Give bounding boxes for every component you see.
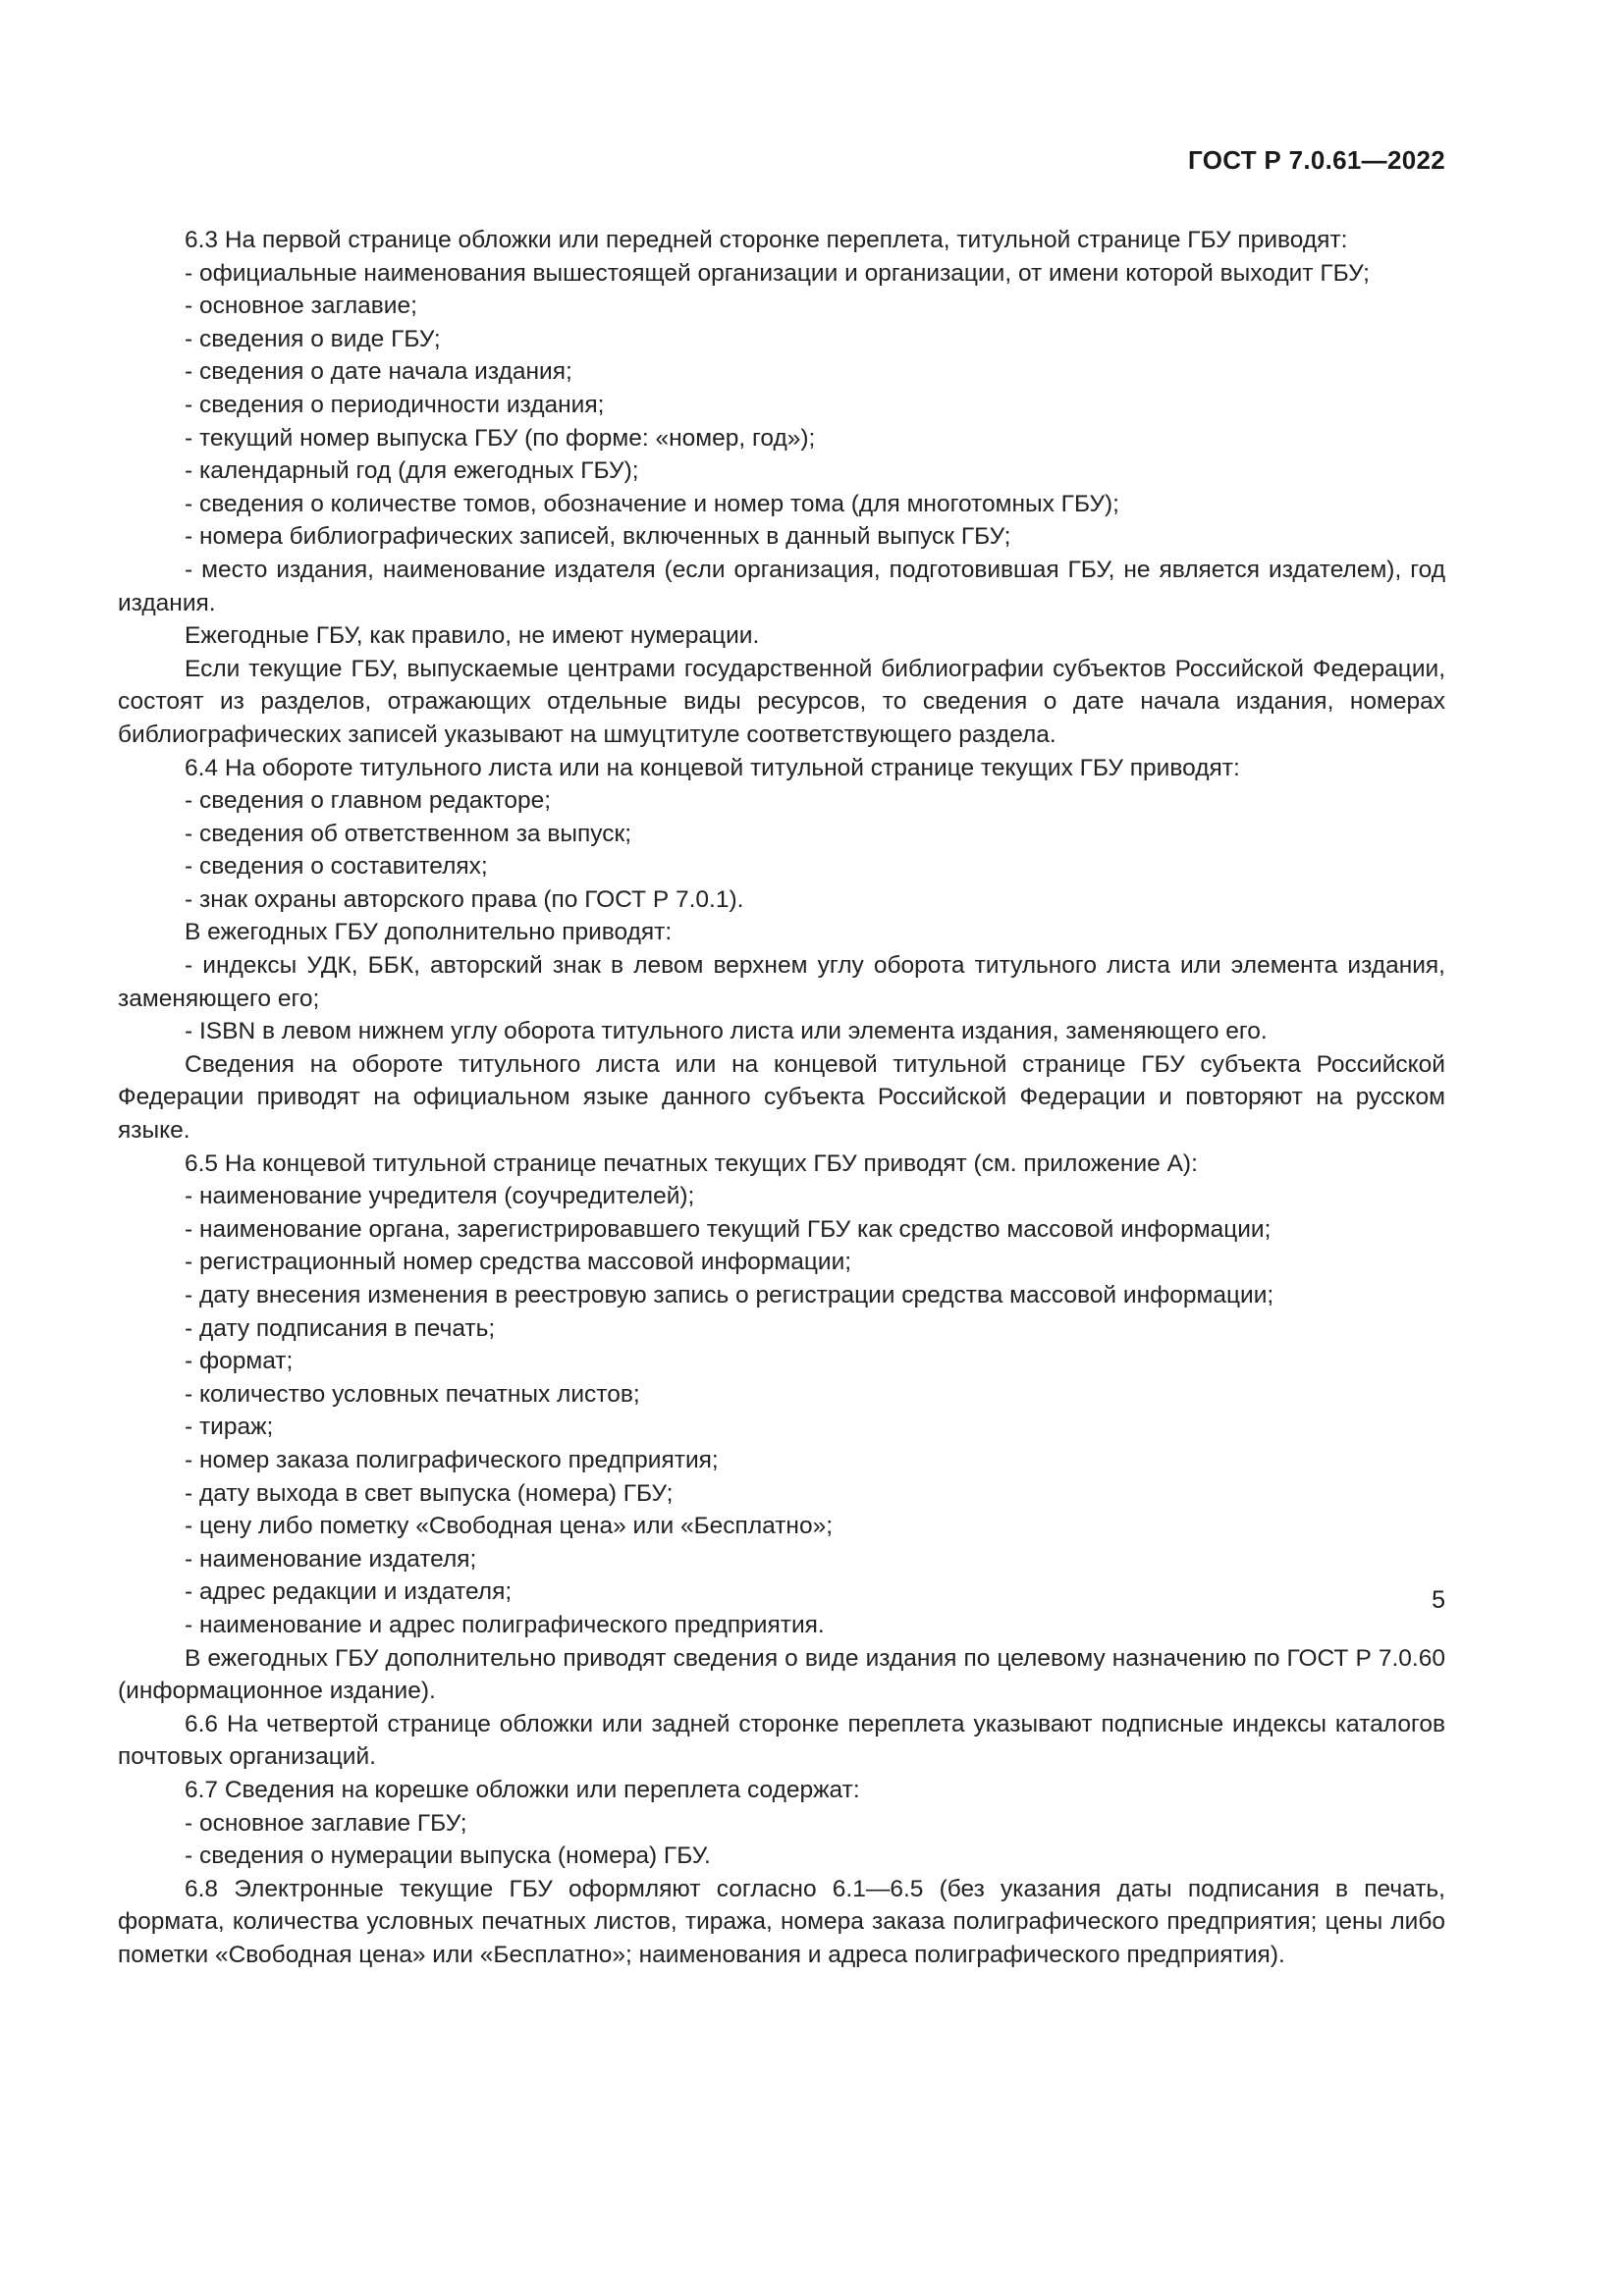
paragraph: В ежегодных ГБУ дополнительно приводят сведения о виде издания по целевому назначению по ГОСТ Р 7.0.60 (информационное издание). bbox=[118, 1644, 1445, 1705]
list-item: - ISBN в левом нижнем углу оборота титульного листа или элемента издания, заменяющего его. bbox=[185, 1018, 1268, 1045]
list-item: - индексы УДК, ББК, авторский знак в левом верхнем углу оборота титульного листа или элемента издания, заменяющего его; bbox=[118, 952, 1445, 1012]
list-item: - наименование издателя; bbox=[185, 1545, 477, 1573]
list-item: - номер заказа полиграфического предприятия; bbox=[185, 1446, 719, 1473]
list-item: - сведения о нумерации выпуска (номера) ГБУ. bbox=[185, 1842, 711, 1870]
list-item: - сведения о дате начала издания; bbox=[185, 358, 572, 386]
paragraph: 6.5 На концевой титульной странице печатных текущих ГБУ приводят (см. приложение А): bbox=[185, 1149, 1198, 1177]
list-item: - наименование учредителя (соучредителей); bbox=[185, 1183, 695, 1210]
document-header-standard-number: ГОСТ Р 7.0.61—2022 bbox=[1188, 145, 1445, 175]
list-item: - сведения о главном редакторе; bbox=[185, 787, 552, 815]
list-item: - наименование органа, зарегистрировавшего текущий ГБУ как средство массовой информации; bbox=[185, 1215, 1272, 1243]
list-item: - цену либо пометку «Свободная цена» или «Бесплатно»; bbox=[185, 1513, 834, 1540]
list-item: - тираж; bbox=[185, 1414, 274, 1441]
list-item: - сведения о составителях; bbox=[185, 853, 488, 881]
list-item: - формат; bbox=[185, 1348, 294, 1375]
paragraph: Сведения на обороте титульного листа или на концевой титульной странице ГБУ субъекта Российской Федерации приводят на официальном языке данного субъекта Российской Федерации и повторяют на русском языке. bbox=[118, 1050, 1445, 1145]
list-item: - знак охраны авторского права (по ГОСТ Р 7.0.1). bbox=[185, 885, 744, 913]
paragraph: 6.3 На первой странице обложки или передней сторонке переплета, титульной странице ГБУ приводят: bbox=[185, 227, 1348, 253]
list-item: - количество условных печатных листов; bbox=[185, 1380, 640, 1408]
list-item: - календарный год (для ежегодных ГБУ); bbox=[185, 457, 639, 485]
document-body bbox=[118, 224, 1445, 1971]
list-item: - основное заглавие ГБУ; bbox=[185, 1809, 467, 1837]
list-item: - текущий номер выпуска ГБУ (по форме: «номер, год»); bbox=[185, 424, 816, 452]
list-item: - адрес редакции и издателя; bbox=[185, 1578, 513, 1606]
list-item: - место издания, наименование издателя (если организация, подготовившая ГБУ, не является издателем), год издания. bbox=[118, 556, 1445, 616]
list-item: - сведения о количестве томов, обозначение и номер тома (для многотомных ГБУ); bbox=[185, 490, 1119, 517]
paragraph: 6.7 Сведения на корешке обложки или переплета содержат: bbox=[185, 1776, 860, 1803]
paragraph: 6.6 На четвертой странице обложки или задней сторонке переплета указывают подписные индексы каталогов почтовых организаций. bbox=[118, 1710, 1445, 1771]
paragraph: Если текущие ГБУ, выпускаемые центрами государственной библиографии субъектов Российской Федерации, состоят из разделов, отражающих отдельные виды ресурсов, то сведения о дате начала издания, номерах библиографических записей указывают на шмуцтитуле соответствующего раздела. bbox=[118, 655, 1445, 748]
list-item: - сведения об ответственном за выпуск; bbox=[185, 820, 632, 847]
paragraph: 6.4 На обороте титульного листа или на концевой титульной странице текущих ГБУ приводят: bbox=[185, 754, 1240, 781]
list-item: - регистрационный номер средства массовой информации; bbox=[185, 1249, 852, 1276]
paragraph: В ежегодных ГБУ дополнительно приводят: bbox=[185, 919, 673, 946]
paragraph: Ежегодные ГБУ, как правило, не имеют нумерации. bbox=[185, 622, 760, 650]
list-item: - сведения о виде ГБУ; bbox=[185, 325, 441, 352]
paragraph: 6.8 Электронные текущие ГБУ оформляют согласно 6.1—6.5 (без указания даты подписания в печать, формата, количества условных печатных листов, тиража, номера заказа полиграфического предприятия; цены либо пометки «Свободная цена» или «Бесплатно»; наименования и адреса полиграфического предприятия). bbox=[118, 1875, 1445, 1968]
list-item: - дату подписания в печать; bbox=[185, 1314, 496, 1342]
list-item: - официальные наименования вышестоящей организации и организации, от имени которой выходит ГБУ; bbox=[185, 259, 1370, 287]
list-item: - дату внесения изменения в реестровую запись о регистрации средства массовой информации; bbox=[185, 1282, 1274, 1308]
list-item: - наименование и адрес полиграфического предприятия. bbox=[185, 1611, 825, 1638]
list-item: - основное заглавие; bbox=[185, 293, 417, 320]
list-item: - сведения о периодичности издания; bbox=[185, 391, 605, 418]
list-item: - дату выхода в свет выпуска (номера) ГБУ; bbox=[185, 1479, 674, 1507]
page-number: 5 bbox=[1432, 1586, 1445, 1614]
list-item: - номера библиографических записей, включенных в данный выпуск ГБУ; bbox=[185, 523, 1011, 551]
